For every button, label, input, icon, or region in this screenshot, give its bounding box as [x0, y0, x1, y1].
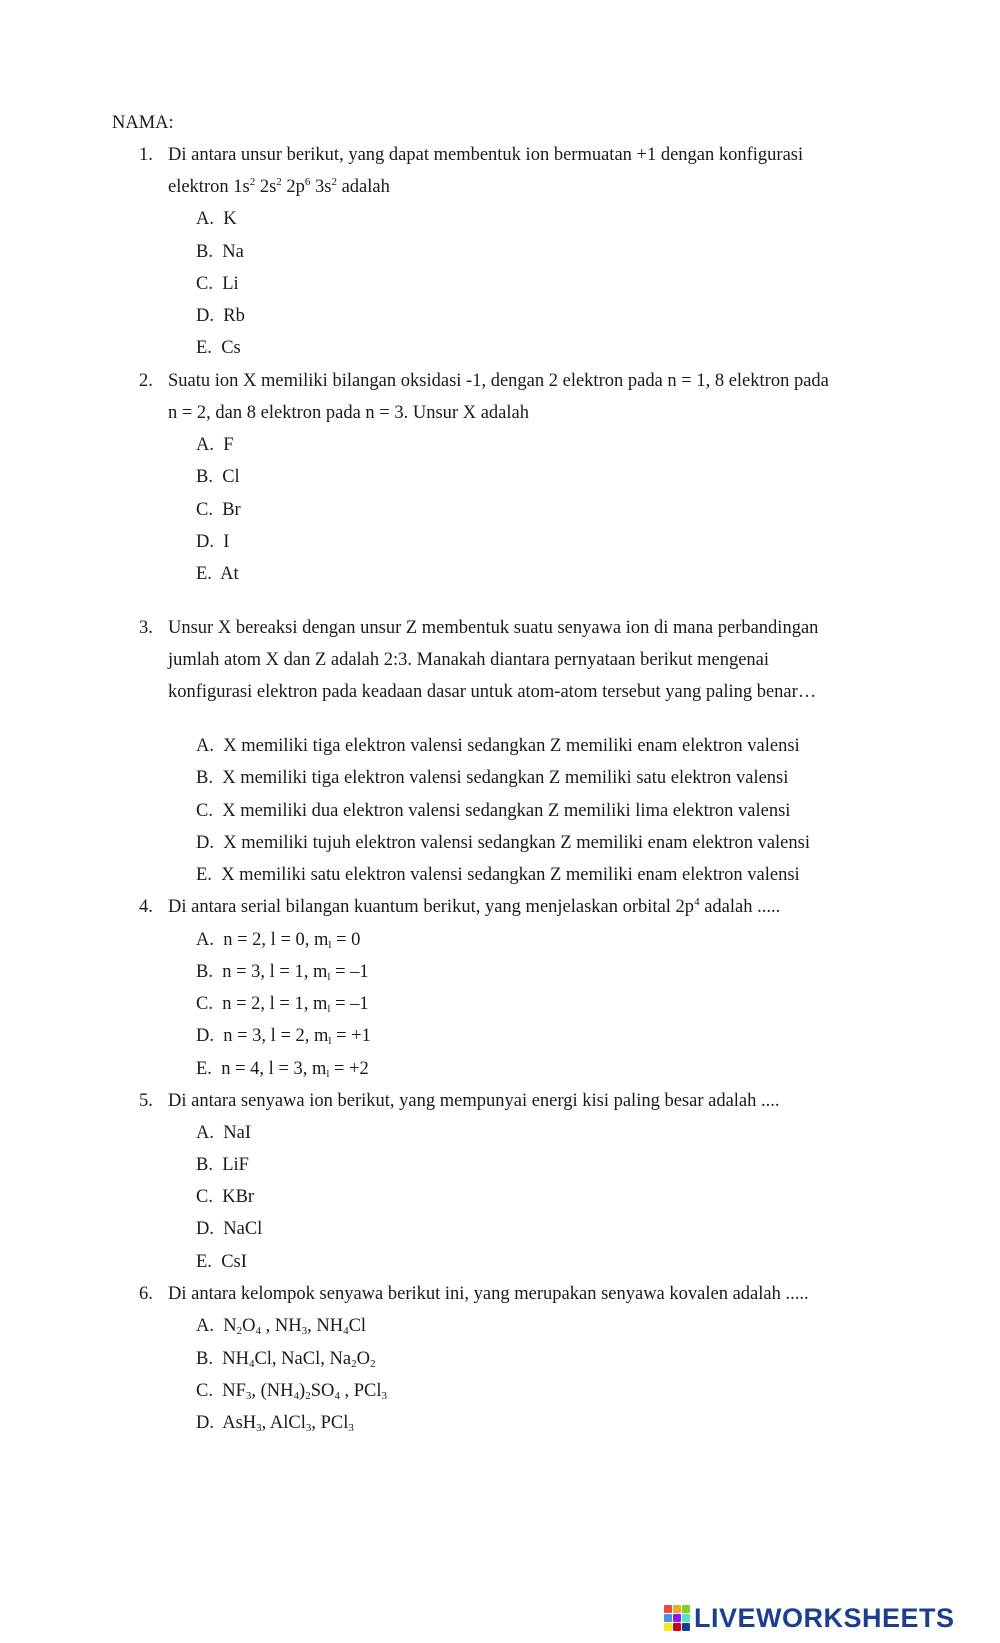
option-b: B. n = 3, l = 1, $m_l = -1$	[196, 962, 369, 983]
question-text: n = 2, dan 8 elektron pada n = 3. Unsur X adalah	[168, 403, 529, 423]
liveworksheets-logo[interactable]	[664, 1601, 955, 1635]
question-text: Di antara unsur berikut, yang dapat membentuk ion bermuatan +1 dengan konfigurasi	[168, 145, 804, 165]
option-d: D. Rb	[196, 306, 245, 326]
formula-text: AsH$_3$, AlCl$_3$, PCl$_3$	[222, 1413, 354, 1434]
option-c: C. $NF_3$, $(NH_4)_2SO_4$ , PCl$_3$	[196, 1381, 387, 1402]
option-a: A. NaI	[196, 1123, 251, 1143]
question-text: konfigurasi elektron pada keadaan dasar untuk atom-atom tersebut yang paling benar…	[168, 682, 817, 702]
option-b: B. LiF	[196, 1155, 249, 1175]
logo-grid-icon	[664, 1605, 690, 1631]
option-c: C. Li	[196, 274, 239, 294]
option-b: B. $NH_4Cl$, NaCl, $Na_2O_2$	[196, 1349, 376, 1370]
logo-text: LIVEWORKSHEETS	[694, 1602, 955, 1633]
question-text: Di antara kelompok senyawa berikut ini, yang merupakan senyawa kovalen adalah .....	[168, 1284, 809, 1304]
question-text: Di antara senyawa ion berikut, yang mempunyai energi kisi paling besar adalah ....	[168, 1091, 780, 1111]
option-c: C. X memiliki dua elektron valensi sedangkan Z memiliki lima elektron valensi	[196, 801, 791, 821]
question-text: jumlah atom X dan Z adalah 2:3. Manakah diantara pernyataan berikut mengenai	[168, 650, 770, 670]
question-text: Suatu ion X memiliki bilangan oksidasi -1, dengan 2 elektron pada n = 1, 8 elektron pada	[168, 371, 829, 391]
option-e: E. At	[196, 564, 239, 584]
option-c: C. Br	[196, 500, 241, 520]
option-d: D. AsH$_3$, AlCl$_3$, PCl$_3$	[196, 1413, 354, 1434]
question-number: 3.	[139, 618, 153, 638]
option-a: A. X memiliki tiga elektron valensi sedangkan Z memiliki enam elektron valensi	[196, 736, 800, 756]
option-e: E. n = 4, l = 3, $m_l = +2$	[196, 1059, 369, 1080]
option-d: D. I	[196, 532, 230, 552]
option-c: C. KBr	[196, 1187, 255, 1207]
option-b: B. Na	[196, 242, 244, 262]
question-text: Unsur X bereaksi dengan unsur Z membentuk suatu senyawa ion di mana perbandingan	[168, 618, 819, 638]
option-d: D. NaCl	[196, 1219, 263, 1239]
option-a: A. F	[196, 435, 234, 455]
option-d: D. X memiliki tujuh elektron valensi sedangkan Z memiliki enam elektron valensi	[196, 833, 810, 853]
question-number: 6.	[139, 1284, 153, 1304]
option-e: E. Cs	[196, 338, 241, 358]
option-a: A. $N_2O_4$ , $NH_3$, $NH_4Cl$	[196, 1316, 367, 1337]
option-e: E. CsI	[196, 1252, 247, 1272]
question-number: 4.	[139, 897, 153, 917]
question-text: elektron $1s^2$ $2s^2$ $2p^6$ $3s^2$ adalah	[168, 176, 390, 197]
question-text: Di antara serial bilangan kuantum berikut, yang menjelaskan orbital $2p^4$ adalah .....	[168, 896, 781, 917]
question-number: 2.	[139, 371, 153, 391]
option-c: C. n = 2, l = 1, $m_l = -1$	[196, 994, 369, 1015]
question-number: 5.	[139, 1091, 153, 1111]
option-e: E. X memiliki satu elektron valensi sedangkan Z memiliki enam elektron valensi	[196, 865, 800, 885]
formula-text: $NH_4Cl$, NaCl, $Na_2O_2$	[222, 1349, 376, 1370]
option-d: D. n = 3, l = 2, $m_l = +1$	[196, 1026, 371, 1047]
formula-text: $N_2O_4$ , $NH_3$, $NH_4Cl$	[223, 1316, 367, 1337]
formula-text: $NF_3$, $(NH_4)_2SO_4$ , PCl$_3$	[222, 1381, 387, 1402]
question-number: 1.	[139, 145, 153, 165]
option-a: A. K	[196, 209, 237, 229]
option-b: B. X memiliki tiga elektron valensi sedangkan Z memiliki satu elektron valensi	[196, 768, 789, 788]
option-a: A. n = 2, l = 0, $m_l = 0$	[196, 930, 361, 951]
name-label: NAMA:	[112, 113, 174, 133]
option-b: B. Cl	[196, 467, 240, 487]
